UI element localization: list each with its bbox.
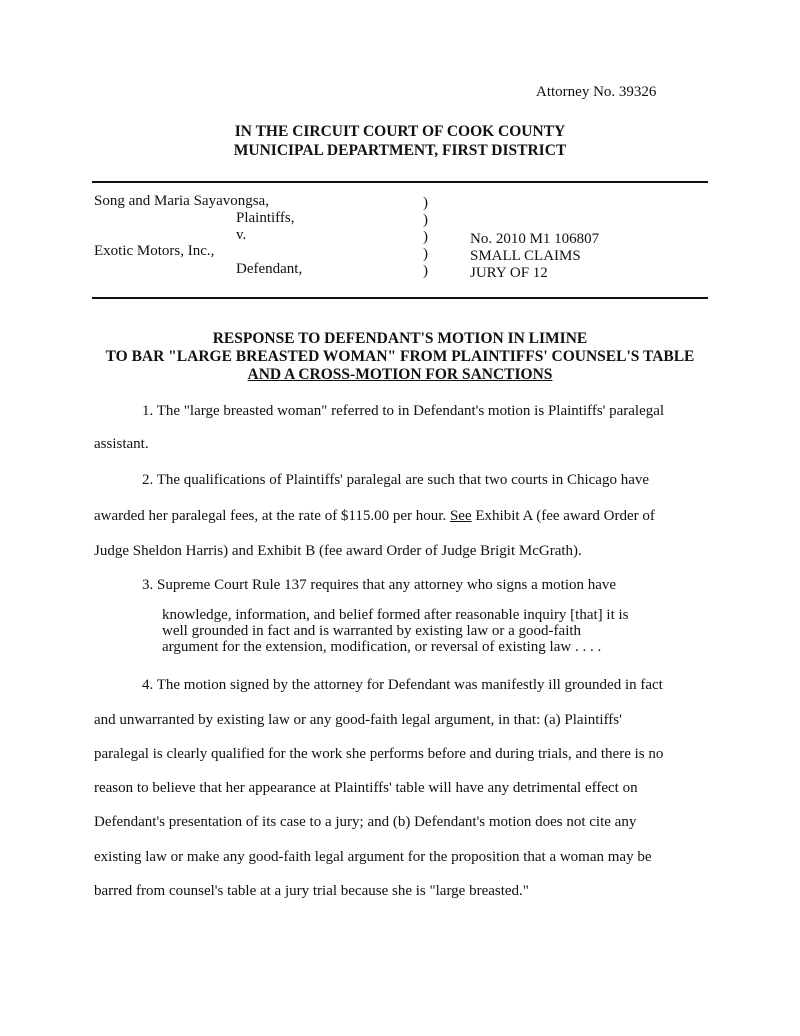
paragraph-4-line: barred from counsel's table at a jury trial because she is "large breasted." [94, 883, 529, 899]
paragraph-2-line: Judge Sheldon Harris) and Exhibit B (fee award Order of Judge Brigit McGrath). [94, 543, 582, 559]
title-line-2: TO BAR "LARGE BREASTED WOMAN" FROM PLAINTIFFS' COUNSEL'S TABLE [105, 348, 695, 365]
court-heading [0, 122, 800, 160]
paragraph-4-line: and unwarranted by existing law or any good-faith legal argument, in that: (a) Plaintiffs' [94, 712, 622, 728]
paragraph-4-line: existing law or make any good-faith legal argument for the proposition that a woman may be [94, 849, 652, 865]
defendant-label: Defendant, [236, 261, 303, 277]
case-type: SMALL CLAIMS [470, 248, 581, 264]
paragraph-2-text: Exhibit A (fee award Order of [471, 508, 655, 524]
quote-line: argument for the extension, modification, or reversal of existing law . . . . [162, 639, 602, 655]
quote-line: knowledge, information, and belief formed after reasonable inquiry [that] it is [162, 607, 629, 623]
document-title [0, 330, 800, 384]
defendant-name: Exotic Motors, Inc., [94, 243, 215, 259]
paragraph-2-text: awarded her paralegal fees, at the rate of $115.00 per hour. [94, 508, 450, 524]
paragraph-2-line [94, 508, 655, 525]
paragraph-4-line: Defendant's presentation of its case to a jury; and (b) Defendant's motion does not cite any [94, 814, 637, 830]
court-department: MUNICIPAL DEPARTMENT, FIRST DISTRICT [233, 142, 567, 159]
paragraph-3-line: 3. Supreme Court Rule 137 requires that any attorney who signs a motion have [142, 577, 617, 593]
see-signal: See [449, 508, 472, 524]
paragraph-4-line: paralegal is clearly qualified for the work she performs before and during trials, and there is no [94, 746, 664, 762]
paragraph-2-line: 2. The qualifications of Plaintiffs' paralegal are such that two courts in Chicago have [142, 472, 650, 488]
court-name: IN THE CIRCUIT COURT OF COOK COUNTY [234, 123, 566, 140]
case-number: No. 2010 M1 106807 [470, 231, 600, 247]
plaintiffs-label: Plaintiffs, [236, 210, 295, 226]
jury-demand: JURY OF 12 [470, 265, 548, 281]
caption-paren: ) [423, 195, 428, 211]
block-quote [162, 607, 629, 655]
plaintiffs-names: Song and Maria Sayavongsa, [94, 193, 269, 209]
title-line-1: RESPONSE TO DEFENDANT'S MOTION IN LIMINE [212, 330, 588, 347]
paragraph-1-line: 1. The "large breasted woman" referred to in Defendant's motion is Plaintiffs' paralegal [142, 403, 665, 419]
caption-paren: ) [423, 246, 428, 262]
caption-paren: ) [423, 263, 428, 279]
paragraph-4-line: 4. The motion signed by the attorney for Defendant was manifestly ill grounded in fact [142, 677, 663, 693]
versus: v. [236, 227, 247, 243]
quote-line: well grounded in fact and is warranted by existing law or a good-faith [162, 623, 582, 639]
caption-bottom-rule [92, 297, 708, 299]
title-line-3: AND A CROSS-MOTION FOR SANCTIONS [247, 366, 553, 383]
caption-paren: ) [423, 229, 428, 245]
caption-paren: ) [423, 212, 428, 228]
caption-top-rule [92, 181, 708, 183]
paragraph-4-line: reason to believe that her appearance at Plaintiffs' table will have any detrimental effect on [94, 780, 638, 796]
paragraph-1-line: assistant. [94, 436, 149, 452]
attorney-number: Attorney No. 39326 [536, 84, 657, 100]
